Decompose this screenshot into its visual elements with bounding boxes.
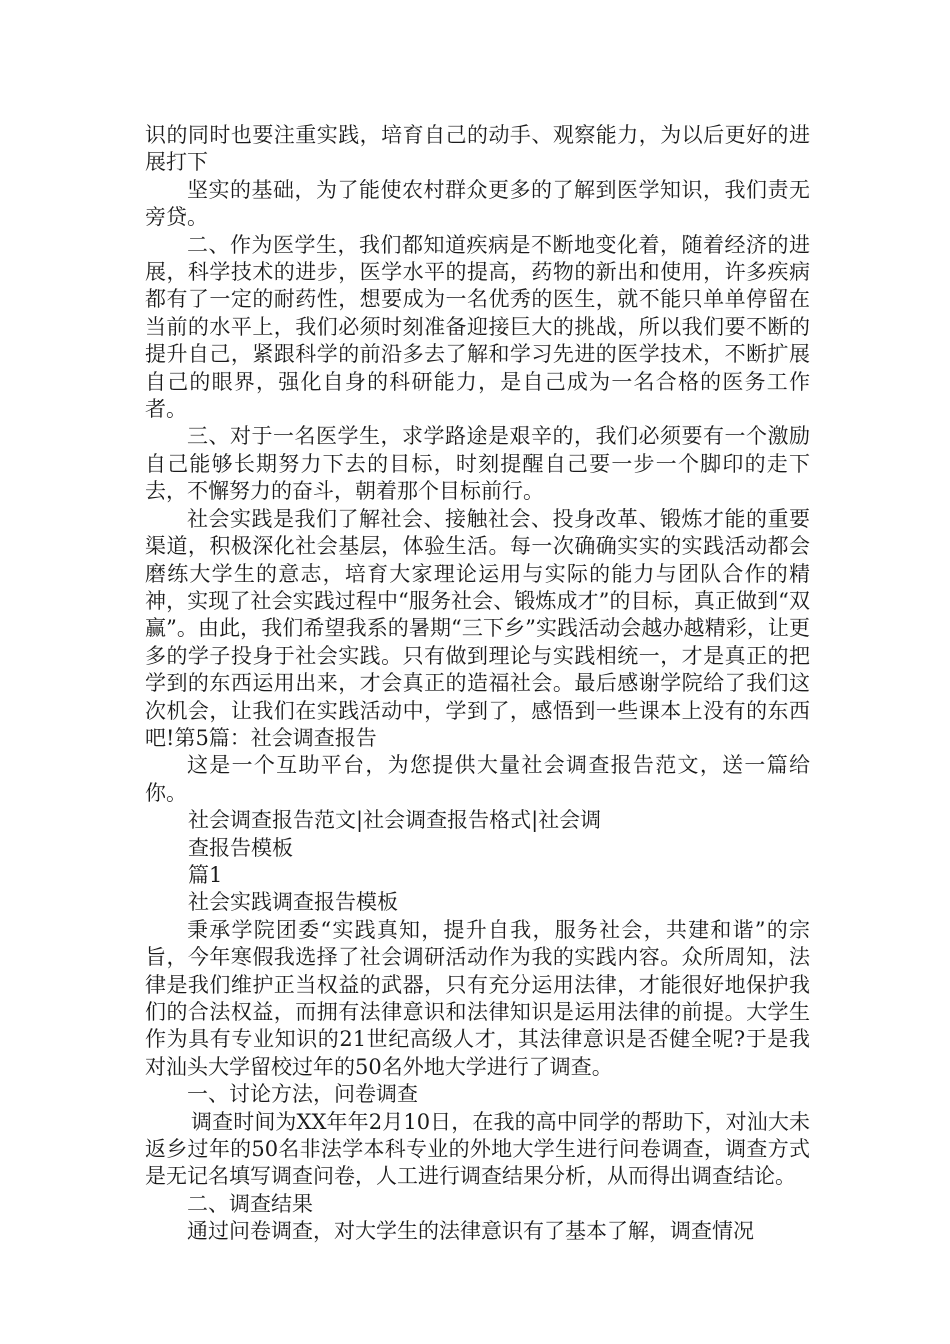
paragraph-report-intro: 秉承学院团委“实践真知，提升自我，服务社会，共建和谐”的宗旨，今年寒假我选择了社会调研活动作为我的实践内容。众所周知，法律是我们维护正当权益的武器，只有充分运用法律，才能很好地保护我们的合法权益，而拥有法律意识和法律知识是运用法律的前提。大学生作为具有专业知识的21世纪高级人才，其法律意识是否健全呢?于是我对汕头大学留校过年的50名外地大学进行了调查。	[145, 917, 810, 1079]
category-links-line: 社会调查报告范文|社会调查报告格式|社会调	[188, 808, 602, 833]
document-page	[145, 122, 810, 1246]
report-title: 社会实践调查报告模板	[188, 890, 398, 915]
paragraph-social-practice: 社会实践是我们了解社会、接触社会、投身改革、锻炼才能的重要渠道，积极深化社会基层，体验生活。每一次确确实实的实践活动都会磨练大学生的意志，培育大家理论运用与实际的能力与团队合作的精神，实现了社会实践过程中“服务社会、锻炼成才”的目标，真正做到“双赢”。由此，我们希望我系的暑期“三下乡”实践活动会越办越精彩，让更多的学子投身于社会实践。只有做到理论与实践相统一，才是真正的把学到的东西运用出来，才会真正的造福社会。最后感谢学院给了我们这次机会，让我们在实践活动中，学到了，感悟到一些课本上没有的东西吧!第5篇：社会调查报告	[145, 506, 810, 750]
heading-method: 一、讨论方法，问卷调查	[187, 1082, 418, 1107]
section-number: 篇1	[188, 862, 223, 887]
category-links-line-2: 查报告模板	[188, 835, 293, 860]
paragraph-method: 调查时间为XX年年2月10日，在我的高中同学的帮助下，对汕大未返乡过年的50名非法学本科专业的外地大学生进行问卷调查，调查方式是无记名填写调查问卷，人工进行调查结果分析，从而得出调查结论。	[145, 1109, 810, 1189]
paragraph-platform-intro: 这是一个互助平台，为您提供大量社会调查报告范文，送一篇给你。	[145, 753, 810, 805]
paragraph-results: 通过问卷调查，对大学生的法律意识有了基本了解，调查情况	[187, 1219, 754, 1244]
paragraph-foundation: 坚实的基础，为了能使农村群众更多的了解到医学知识，我们责无旁贷。	[145, 177, 810, 230]
heading-results: 二、调查结果	[187, 1191, 313, 1216]
paragraph-point-three: 三、对于一名医学生，求学路途是艰辛的，我们必须要有一个激励自己能够长期努力下去的目标，时刻提醒自己要一步一个脚印的走下去，不懈努力的奋斗，朝着那个目标前行。	[145, 424, 810, 504]
paragraph-continuation: 识的同时也要注重实践，培育自己的动手、观察能力，为以后更好的进展打下	[145, 123, 810, 175]
paragraph-point-two: 二、作为医学生，我们都知道疾病是不断地变化着，随着经济的进展，科学技术的进步，医学水平的提高，药物的新出和使用，许多疾病都有了一定的耐药性，想要成为一名优秀的医生，就不能只单单停留在当前的水平上，我们必须时刻准备迎接巨大的挑战，所以我们要不断的提升自己，紧跟科学的前沿多去了解和学习先进的医学技术，不断扩展自己的眼界，强化自身的科研能力，是自己成为一名合格的医务工作者。	[145, 232, 810, 422]
